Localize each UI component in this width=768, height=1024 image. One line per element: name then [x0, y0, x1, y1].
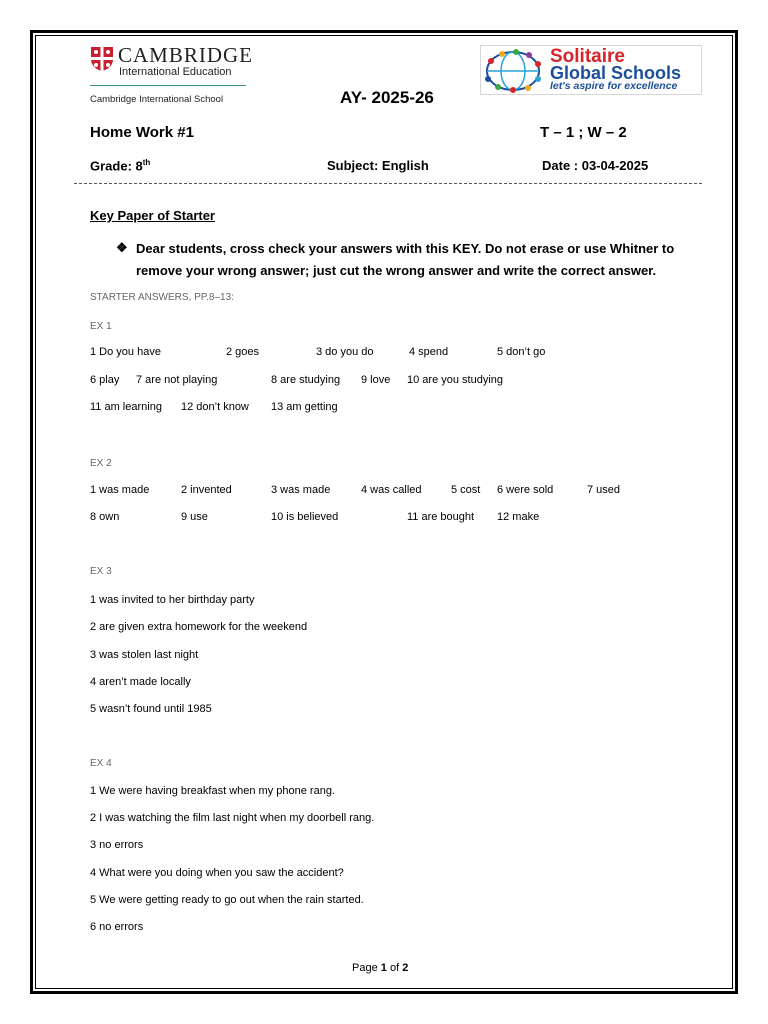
ex1-answer: 9 love	[361, 374, 391, 386]
cambridge-logo-subtitle: International Education	[119, 66, 232, 78]
ex1-answer: 12 don’t know	[181, 401, 249, 413]
ex4-answer: 6 no errors	[90, 921, 144, 933]
page-total: 2	[402, 962, 409, 974]
solitaire-globe-icon	[482, 49, 544, 93]
of-word: of	[389, 962, 400, 974]
ex4-answer: 4 What were you doing when you saw the accident?	[90, 867, 344, 879]
header-divider	[74, 183, 702, 184]
ex2-answer: 2 invented	[181, 484, 232, 496]
ex1-answer: 13 am getting	[271, 401, 338, 413]
ex1-answer: 7 are not playing	[136, 374, 218, 386]
ex1-answer: 8 are studying	[271, 374, 341, 386]
ex1-answer: 1 Do you have	[90, 346, 161, 358]
ex4-answer: 3 no errors	[90, 839, 144, 851]
grade-label: Grade: 8	[90, 158, 143, 174]
grade	[90, 158, 150, 173]
cambridge-shield-icon	[90, 46, 114, 72]
ex2-answer: 6 were sold	[497, 484, 554, 496]
ex1-label: EX 1	[90, 321, 112, 332]
solitaire-logo-tagline: let's aspire for excellence	[550, 80, 678, 92]
academic-year: AY- 2025-26	[340, 88, 434, 107]
ex2-answer: 7 used	[587, 484, 621, 496]
solitaire-logo-title: Solitaire	[550, 46, 625, 67]
page-number	[352, 962, 408, 974]
ex1-answer: 4 spend	[409, 346, 449, 358]
ex2-answer: 11 are bought	[407, 511, 475, 523]
ex4-label: EX 4	[90, 758, 112, 769]
key-paper-title: Key Paper of Starter	[90, 208, 215, 223]
ex2-answer: 1 was made	[90, 484, 150, 496]
ex1-answer: 11 am learning	[90, 401, 162, 413]
ex1-answer: 2 goes	[226, 346, 260, 358]
starter-heading: STARTER ANSWERS, PP.8–13:	[90, 292, 234, 303]
ex2-label: EX 2	[90, 458, 112, 469]
ex2-answer: 4 was called	[361, 484, 422, 496]
ex3-label: EX 3	[90, 566, 112, 577]
ex1-answer: 5 don’t go	[497, 346, 546, 358]
cambridge-school-name: Cambridge International School	[90, 94, 224, 105]
page-word: Page	[352, 962, 378, 974]
subject: Subject: English	[327, 158, 429, 173]
ex4-answer: 2 I was watching the film last night when my doorbell rang.	[90, 812, 375, 824]
ex2-answer: 10 is believed	[271, 511, 339, 523]
date: Date : 03-04-2025	[542, 158, 649, 173]
page-current: 1	[380, 962, 387, 974]
ex3-answer: 2 are given extra homework for the weekend	[90, 621, 308, 633]
ex1-answer: 10 are you studying	[407, 374, 504, 386]
ex3-answer: 5 wasn’t found until 1985	[90, 703, 212, 715]
ex2-answer: 8 own	[90, 511, 120, 523]
homework-title: Home Work #1	[90, 124, 194, 141]
ex3-answer: 4 aren’t made locally	[90, 676, 191, 688]
ex4-answer: 1 We were having breakfast when my phone rang.	[90, 785, 335, 797]
ex3-answer: 3 was stolen last night	[90, 649, 199, 661]
ex2-answer: 3 was made	[271, 484, 331, 496]
term-week: T – 1 ; W – 2	[540, 124, 627, 141]
ex2-answer: 9 use	[181, 511, 208, 523]
instruction-text: Dear students, cross check your answers with this KEY. Do not erase or use Whitner to remove your wrong answer; just cut the wrong answer and write the correct answer.	[136, 241, 675, 278]
ex3-answer: 1 was invited to her birthday party	[90, 594, 255, 606]
ex2-answer: 12 make	[497, 511, 540, 523]
cambridge-logo-name: CAMBRIDGE	[118, 43, 254, 67]
solitaire-logo-subtitle: Global Schools	[550, 63, 682, 83]
ex1-answer: 6 play	[90, 374, 120, 386]
cambridge-logo-rule	[90, 85, 246, 86]
ex2-answer: 5 cost	[451, 484, 481, 496]
bullet-icon: ❖	[116, 240, 128, 255]
ex4-answer: 5 We were getting ready to go out when the rain started.	[90, 894, 364, 906]
grade-suffix: th	[142, 158, 151, 167]
ex1-answer: 3 do you do	[316, 346, 374, 358]
